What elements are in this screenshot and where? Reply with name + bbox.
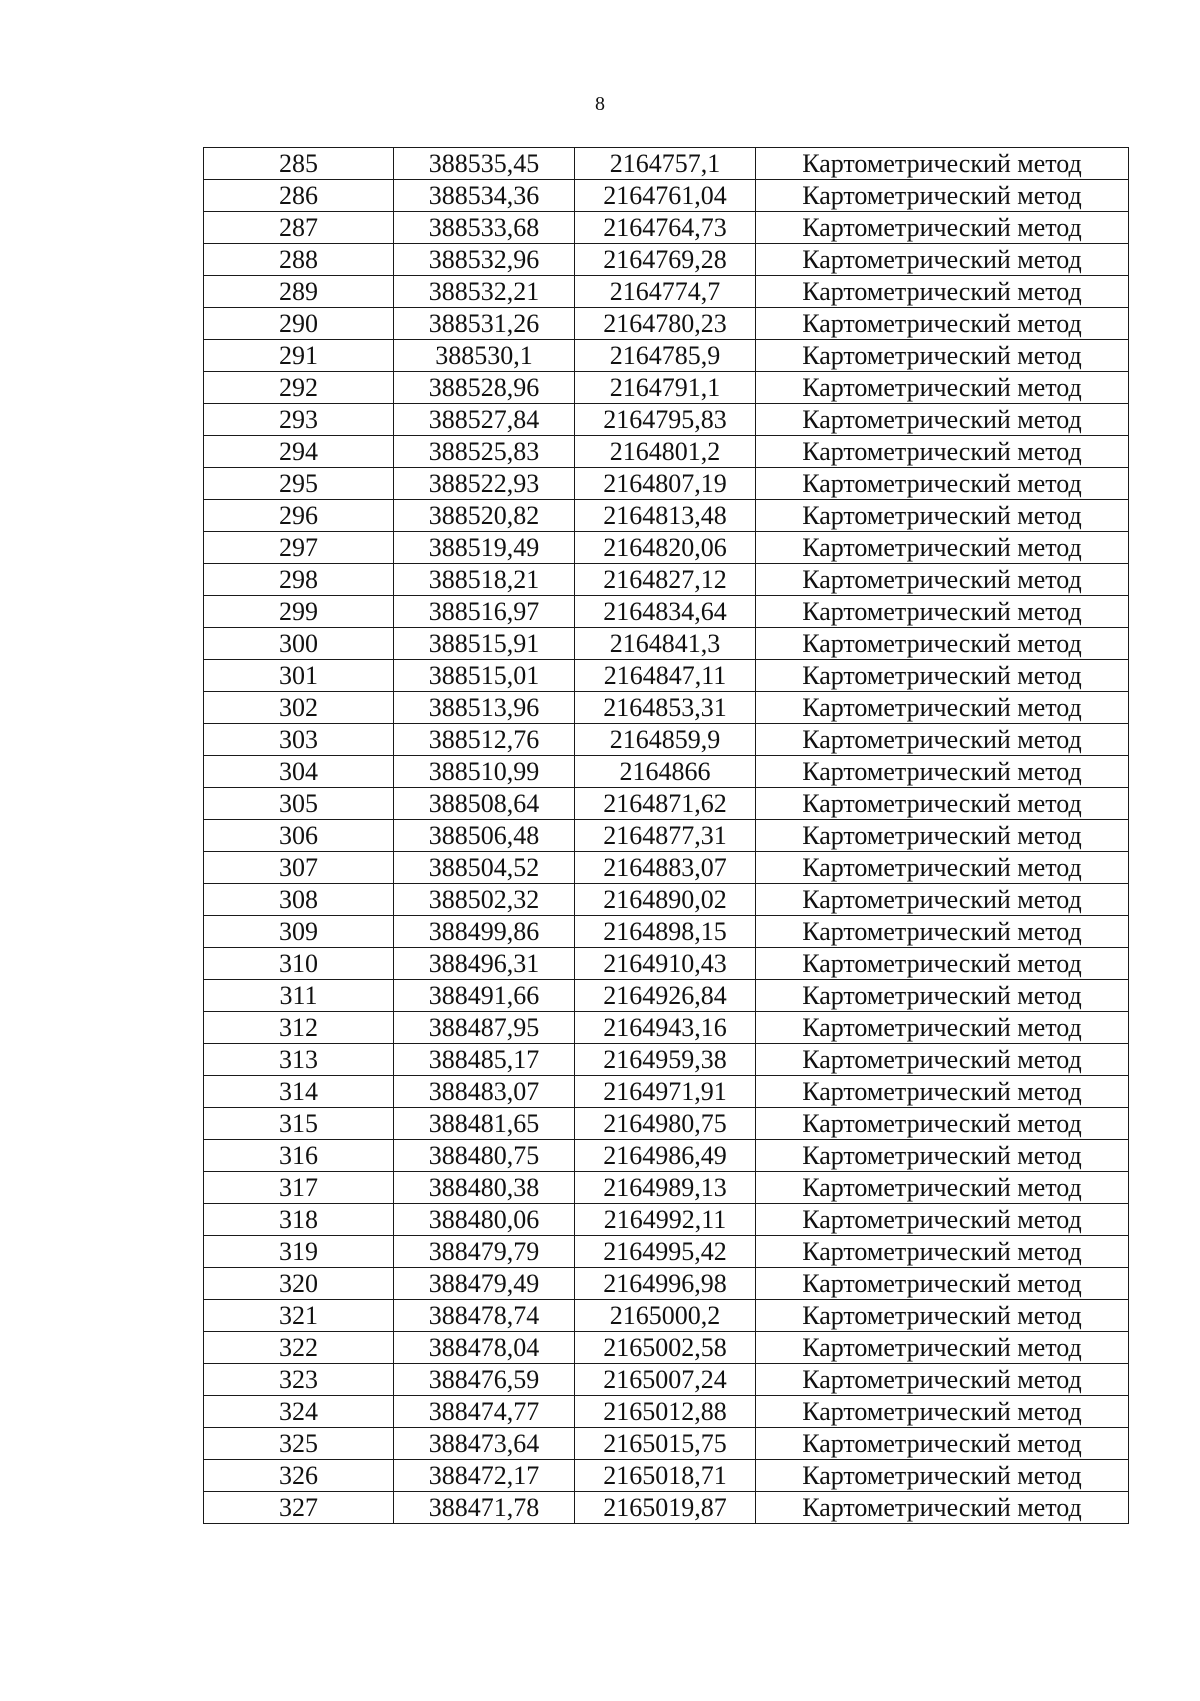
y-coordinate-cell: 2164890,02 — [575, 884, 756, 916]
y-coordinate-cell: 2164757,1 — [575, 148, 756, 180]
y-coordinate-cell: 2164989,13 — [575, 1172, 756, 1204]
x-coordinate-cell: 388530,1 — [394, 340, 575, 372]
y-coordinate-cell: 2164871,62 — [575, 788, 756, 820]
point-number-cell: 303 — [204, 724, 394, 756]
table-row — [204, 692, 1129, 724]
point-number-cell: 298 — [204, 564, 394, 596]
point-number-cell: 309 — [204, 916, 394, 948]
method-cell: Картометрический метод — [756, 532, 1129, 564]
y-coordinate-cell: 2164853,31 — [575, 692, 756, 724]
x-coordinate-cell: 388531,26 — [394, 308, 575, 340]
table-row — [204, 948, 1129, 980]
table-row — [204, 788, 1129, 820]
y-coordinate-cell: 2164883,07 — [575, 852, 756, 884]
method-cell: Картометрический метод — [756, 1012, 1129, 1044]
x-coordinate-cell: 388471,78 — [394, 1492, 575, 1524]
y-coordinate-cell: 2164859,9 — [575, 724, 756, 756]
method-cell: Картометрический метод — [756, 1204, 1129, 1236]
coordinates-table — [203, 147, 1129, 1524]
table-row — [204, 1428, 1129, 1460]
y-coordinate-cell: 2164834,64 — [575, 596, 756, 628]
x-coordinate-cell: 388522,93 — [394, 468, 575, 500]
x-coordinate-cell: 388528,96 — [394, 372, 575, 404]
method-cell: Картометрический метод — [756, 980, 1129, 1012]
x-coordinate-cell: 388534,36 — [394, 180, 575, 212]
table-row — [204, 1236, 1129, 1268]
y-coordinate-cell: 2164926,84 — [575, 980, 756, 1012]
table-row — [204, 276, 1129, 308]
table-row — [204, 1108, 1129, 1140]
point-number-cell: 315 — [204, 1108, 394, 1140]
x-coordinate-cell: 388504,52 — [394, 852, 575, 884]
x-coordinate-cell: 388476,59 — [394, 1364, 575, 1396]
point-number-cell: 314 — [204, 1076, 394, 1108]
point-number-cell: 316 — [204, 1140, 394, 1172]
table-row — [204, 852, 1129, 884]
method-cell: Картометрический метод — [756, 1460, 1129, 1492]
table-row — [204, 212, 1129, 244]
method-cell: Картометрический метод — [756, 948, 1129, 980]
point-number-cell: 321 — [204, 1300, 394, 1332]
point-number-cell: 317 — [204, 1172, 394, 1204]
x-coordinate-cell: 388483,07 — [394, 1076, 575, 1108]
method-cell: Картометрический метод — [756, 404, 1129, 436]
y-coordinate-cell: 2164795,83 — [575, 404, 756, 436]
x-coordinate-cell: 388532,21 — [394, 276, 575, 308]
x-coordinate-cell: 388519,49 — [394, 532, 575, 564]
x-coordinate-cell: 388478,04 — [394, 1332, 575, 1364]
point-number-cell: 297 — [204, 532, 394, 564]
y-coordinate-cell: 2164995,42 — [575, 1236, 756, 1268]
y-coordinate-cell: 2164943,16 — [575, 1012, 756, 1044]
y-coordinate-cell: 2164866 — [575, 756, 756, 788]
method-cell: Картометрический метод — [756, 756, 1129, 788]
x-coordinate-cell: 388515,91 — [394, 628, 575, 660]
x-coordinate-cell: 388478,74 — [394, 1300, 575, 1332]
y-coordinate-cell: 2164877,31 — [575, 820, 756, 852]
point-number-cell: 300 — [204, 628, 394, 660]
y-coordinate-cell: 2165015,75 — [575, 1428, 756, 1460]
x-coordinate-cell: 388480,75 — [394, 1140, 575, 1172]
method-cell: Картометрический метод — [756, 1140, 1129, 1172]
method-cell: Картометрический метод — [756, 436, 1129, 468]
table-row — [204, 500, 1129, 532]
x-coordinate-cell: 388533,68 — [394, 212, 575, 244]
x-coordinate-cell: 388506,48 — [394, 820, 575, 852]
x-coordinate-cell: 388499,86 — [394, 916, 575, 948]
y-coordinate-cell: 2164841,3 — [575, 628, 756, 660]
table-row — [204, 1268, 1129, 1300]
point-number-cell: 319 — [204, 1236, 394, 1268]
point-number-cell: 289 — [204, 276, 394, 308]
method-cell: Картометрический метод — [756, 340, 1129, 372]
method-cell: Картометрический метод — [756, 1044, 1129, 1076]
method-cell: Картометрический метод — [756, 1428, 1129, 1460]
x-coordinate-cell: 388527,84 — [394, 404, 575, 436]
x-coordinate-cell: 388532,96 — [394, 244, 575, 276]
point-number-cell: 305 — [204, 788, 394, 820]
point-number-cell: 308 — [204, 884, 394, 916]
table-row — [204, 180, 1129, 212]
table-row — [204, 244, 1129, 276]
x-coordinate-cell: 388515,01 — [394, 660, 575, 692]
x-coordinate-cell: 388487,95 — [394, 1012, 575, 1044]
table-row — [204, 820, 1129, 852]
y-coordinate-cell: 2165018,71 — [575, 1460, 756, 1492]
y-coordinate-cell: 2164807,19 — [575, 468, 756, 500]
method-cell: Картометрический метод — [756, 788, 1129, 820]
y-coordinate-cell: 2164774,7 — [575, 276, 756, 308]
x-coordinate-cell: 388485,17 — [394, 1044, 575, 1076]
method-cell: Картометрический метод — [756, 1396, 1129, 1428]
method-cell: Картометрический метод — [756, 1492, 1129, 1524]
x-coordinate-cell: 388502,32 — [394, 884, 575, 916]
table-row — [204, 628, 1129, 660]
point-number-cell: 290 — [204, 308, 394, 340]
x-coordinate-cell: 388516,97 — [394, 596, 575, 628]
y-coordinate-cell: 2164898,15 — [575, 916, 756, 948]
y-coordinate-cell: 2164785,9 — [575, 340, 756, 372]
table-row — [204, 1204, 1129, 1236]
x-coordinate-cell: 388481,65 — [394, 1108, 575, 1140]
x-coordinate-cell: 388496,31 — [394, 948, 575, 980]
y-coordinate-cell: 2164813,48 — [575, 500, 756, 532]
page-number: 8 — [595, 93, 605, 115]
table-row — [204, 404, 1129, 436]
y-coordinate-cell: 2165007,24 — [575, 1364, 756, 1396]
table-row — [204, 372, 1129, 404]
y-coordinate-cell: 2164801,2 — [575, 436, 756, 468]
point-number-cell: 310 — [204, 948, 394, 980]
point-number-cell: 318 — [204, 1204, 394, 1236]
x-coordinate-cell: 388474,77 — [394, 1396, 575, 1428]
point-number-cell: 313 — [204, 1044, 394, 1076]
x-coordinate-cell: 388513,96 — [394, 692, 575, 724]
y-coordinate-cell: 2164992,11 — [575, 1204, 756, 1236]
point-number-cell: 322 — [204, 1332, 394, 1364]
point-number-cell: 302 — [204, 692, 394, 724]
x-coordinate-cell: 388525,83 — [394, 436, 575, 468]
point-number-cell: 320 — [204, 1268, 394, 1300]
method-cell: Картометрический метод — [756, 916, 1129, 948]
point-number-cell: 294 — [204, 436, 394, 468]
method-cell: Картометрический метод — [756, 1172, 1129, 1204]
method-cell: Картометрический метод — [756, 212, 1129, 244]
y-coordinate-cell: 2164971,91 — [575, 1076, 756, 1108]
point-number-cell: 295 — [204, 468, 394, 500]
point-number-cell: 299 — [204, 596, 394, 628]
x-coordinate-cell: 388480,06 — [394, 1204, 575, 1236]
table-row — [204, 532, 1129, 564]
method-cell: Картометрический метод — [756, 596, 1129, 628]
point-number-cell: 291 — [204, 340, 394, 372]
point-number-cell: 327 — [204, 1492, 394, 1524]
method-cell: Картометрический метод — [756, 660, 1129, 692]
table-row — [204, 340, 1129, 372]
x-coordinate-cell: 388508,64 — [394, 788, 575, 820]
point-number-cell: 311 — [204, 980, 394, 1012]
method-cell: Картометрический метод — [756, 1268, 1129, 1300]
y-coordinate-cell: 2164827,12 — [575, 564, 756, 596]
x-coordinate-cell: 388491,66 — [394, 980, 575, 1012]
x-coordinate-cell: 388535,45 — [394, 148, 575, 180]
y-coordinate-cell: 2164980,75 — [575, 1108, 756, 1140]
table-row — [204, 468, 1129, 500]
x-coordinate-cell: 388510,99 — [394, 756, 575, 788]
x-coordinate-cell: 388512,76 — [394, 724, 575, 756]
method-cell: Картометрический метод — [756, 244, 1129, 276]
method-cell: Картометрический метод — [756, 276, 1129, 308]
method-cell: Картометрический метод — [756, 692, 1129, 724]
method-cell: Картометрический метод — [756, 468, 1129, 500]
point-number-cell: 285 — [204, 148, 394, 180]
point-number-cell: 323 — [204, 1364, 394, 1396]
y-coordinate-cell: 2164769,28 — [575, 244, 756, 276]
point-number-cell: 287 — [204, 212, 394, 244]
method-cell: Картометрический метод — [756, 372, 1129, 404]
y-coordinate-cell: 2165012,88 — [575, 1396, 756, 1428]
x-coordinate-cell: 388473,64 — [394, 1428, 575, 1460]
method-cell: Картометрический метод — [756, 1300, 1129, 1332]
y-coordinate-cell: 2164986,49 — [575, 1140, 756, 1172]
method-cell: Картометрический метод — [756, 564, 1129, 596]
method-cell: Картометрический метод — [756, 308, 1129, 340]
table-row — [204, 1140, 1129, 1172]
table-row — [204, 1044, 1129, 1076]
table-row — [204, 436, 1129, 468]
point-number-cell: 286 — [204, 180, 394, 212]
point-number-cell: 288 — [204, 244, 394, 276]
method-cell: Картометрический метод — [756, 820, 1129, 852]
y-coordinate-cell: 2164996,98 — [575, 1268, 756, 1300]
table-row — [204, 1172, 1129, 1204]
method-cell: Картометрический метод — [756, 1236, 1129, 1268]
y-coordinate-cell: 2164791,1 — [575, 372, 756, 404]
y-coordinate-cell: 2164764,73 — [575, 212, 756, 244]
y-coordinate-cell: 2164761,04 — [575, 180, 756, 212]
method-cell: Картометрический метод — [756, 500, 1129, 532]
table-row — [204, 1492, 1129, 1524]
table-row — [204, 1332, 1129, 1364]
point-number-cell: 304 — [204, 756, 394, 788]
point-number-cell: 296 — [204, 500, 394, 532]
y-coordinate-cell: 2165000,2 — [575, 1300, 756, 1332]
point-number-cell: 292 — [204, 372, 394, 404]
method-cell: Картометрический метод — [756, 180, 1129, 212]
x-coordinate-cell: 388472,17 — [394, 1460, 575, 1492]
method-cell: Картометрический метод — [756, 1108, 1129, 1140]
y-coordinate-cell: 2164820,06 — [575, 532, 756, 564]
x-coordinate-cell: 388518,21 — [394, 564, 575, 596]
method-cell: Картометрический метод — [756, 148, 1129, 180]
method-cell: Картометрический метод — [756, 1332, 1129, 1364]
x-coordinate-cell: 388479,79 — [394, 1236, 575, 1268]
point-number-cell: 326 — [204, 1460, 394, 1492]
table-row — [204, 1012, 1129, 1044]
point-number-cell: 306 — [204, 820, 394, 852]
x-coordinate-cell: 388479,49 — [394, 1268, 575, 1300]
table-row — [204, 884, 1129, 916]
table-row — [204, 756, 1129, 788]
table-row — [204, 1460, 1129, 1492]
method-cell: Картометрический метод — [756, 724, 1129, 756]
table-row — [204, 596, 1129, 628]
table-row — [204, 724, 1129, 756]
table-row — [204, 1076, 1129, 1108]
method-cell: Картометрический метод — [756, 884, 1129, 916]
x-coordinate-cell: 388520,82 — [394, 500, 575, 532]
y-coordinate-cell: 2164780,23 — [575, 308, 756, 340]
table-row — [204, 564, 1129, 596]
point-number-cell: 312 — [204, 1012, 394, 1044]
method-cell: Картометрический метод — [756, 1364, 1129, 1396]
coordinates-table-body — [204, 148, 1129, 1524]
point-number-cell: 307 — [204, 852, 394, 884]
x-coordinate-cell: 388480,38 — [394, 1172, 575, 1204]
point-number-cell: 324 — [204, 1396, 394, 1428]
point-number-cell: 301 — [204, 660, 394, 692]
table-row — [204, 1396, 1129, 1428]
table-row — [204, 1300, 1129, 1332]
method-cell: Картометрический метод — [756, 852, 1129, 884]
table-row — [204, 1364, 1129, 1396]
point-number-cell: 293 — [204, 404, 394, 436]
method-cell: Картометрический метод — [756, 628, 1129, 660]
y-coordinate-cell: 2164910,43 — [575, 948, 756, 980]
y-coordinate-cell: 2165002,58 — [575, 1332, 756, 1364]
y-coordinate-cell: 2164847,11 — [575, 660, 756, 692]
table-row — [204, 308, 1129, 340]
y-coordinate-cell: 2165019,87 — [575, 1492, 756, 1524]
method-cell: Картометрический метод — [756, 1076, 1129, 1108]
table-row — [204, 980, 1129, 1012]
table-row — [204, 660, 1129, 692]
table-row — [204, 148, 1129, 180]
point-number-cell: 325 — [204, 1428, 394, 1460]
y-coordinate-cell: 2164959,38 — [575, 1044, 756, 1076]
table-row — [204, 916, 1129, 948]
